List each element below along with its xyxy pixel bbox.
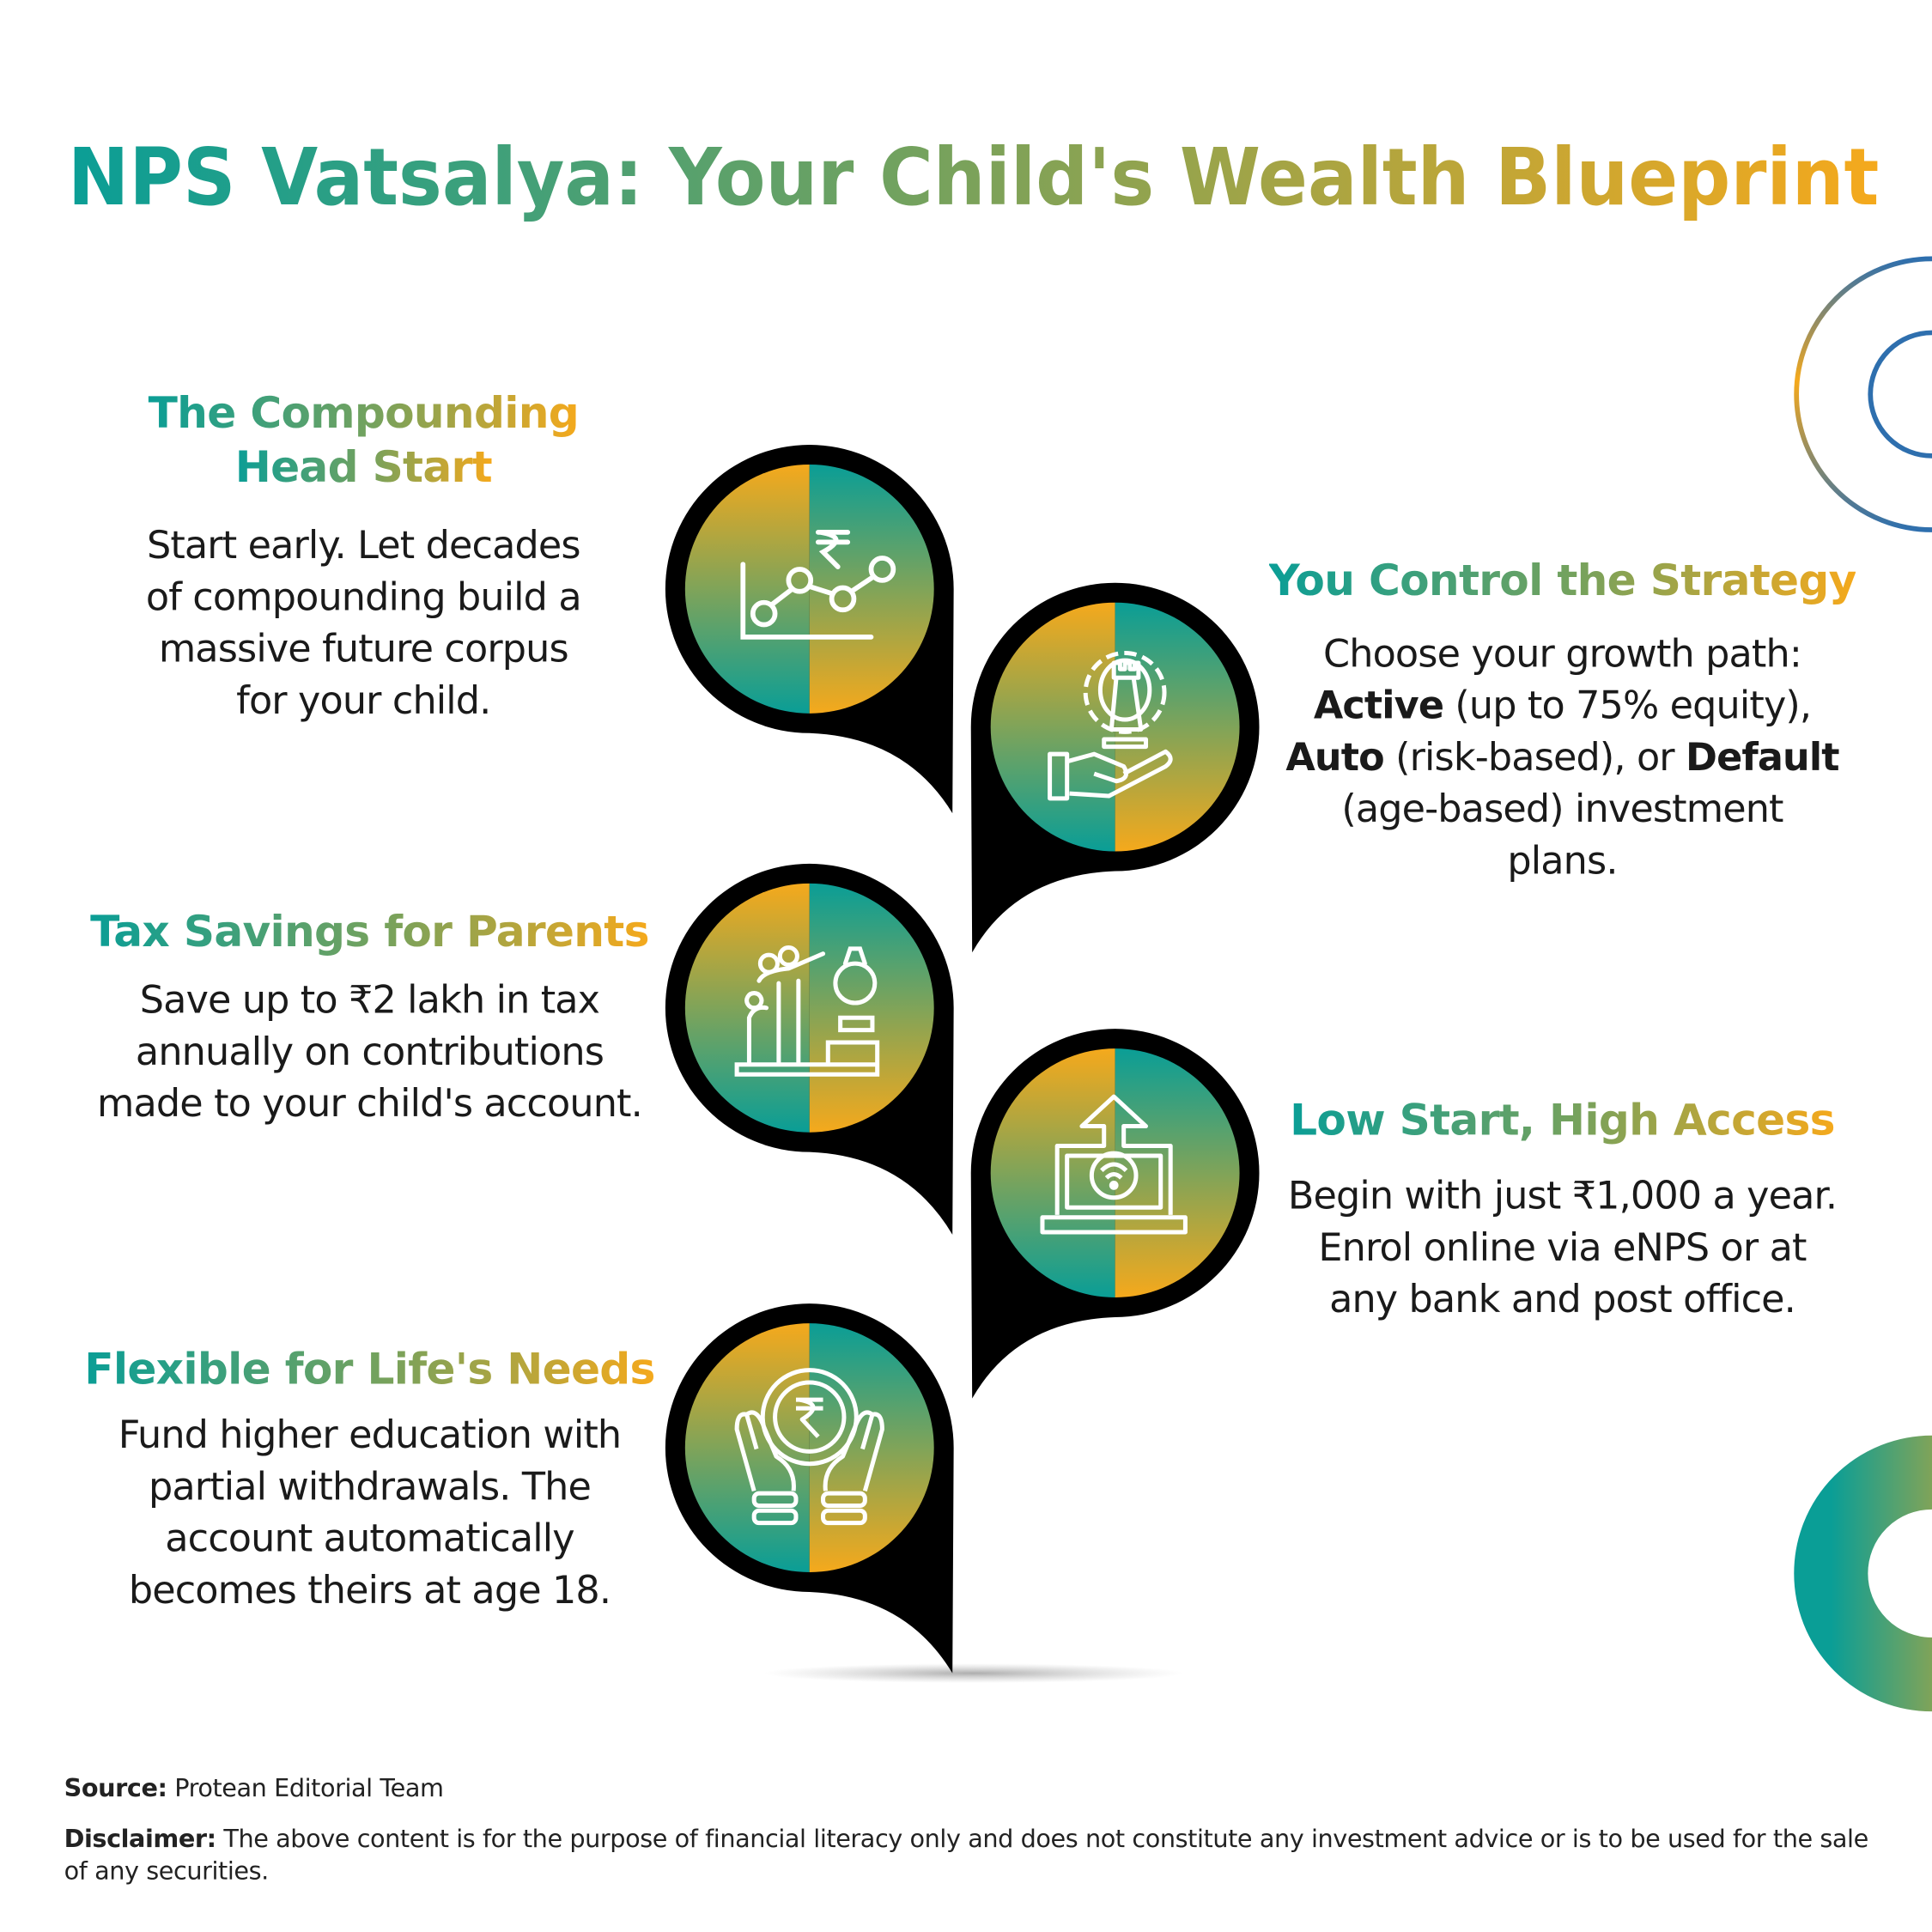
body-line: Choose your growth path: [1323, 632, 1801, 677]
feature-tax [49, 906, 690, 1130]
body-line: for your child. [236, 678, 491, 724]
heading-tax: Tax Savings for Parents [90, 906, 649, 960]
heading-compounding-line1: The Compounding [149, 387, 579, 441]
disclaimer-note [64, 1822, 1875, 1886]
body-line: plans. [1507, 839, 1618, 884]
heading-flexible: Flexible for Life's Needs [84, 1343, 654, 1397]
source-note [64, 1771, 444, 1803]
disclaimer-label: Disclaimer: [64, 1823, 216, 1854]
body-text: (risk-based), or [1383, 735, 1686, 781]
pin-strategy [971, 583, 1260, 952]
title-text: NPS Vatsalya: Your Child's Wealth Blueprint [67, 131, 1880, 224]
feature-flexible [49, 1343, 690, 1617]
disclaimer-text: The above content is for the purpose of financial literacy only and does not constitute any investment advice or is to be used for the sale of any securities. [64, 1823, 1868, 1886]
pin-shadow [764, 1663, 1183, 1683]
heading-strategy: You Control the Strategy [1268, 555, 1856, 609]
body-line: made to your child's account. [97, 1081, 642, 1127]
body-line: Save up to ₹2 lakh in tax [139, 978, 600, 1024]
option-auto: Auto [1285, 735, 1384, 781]
pin-tax [665, 864, 954, 1235]
body-line: partial withdrawals. The [148, 1465, 591, 1510]
body-line: Fund higher education with [118, 1413, 622, 1458]
body-line: Start early. Let decades [146, 523, 580, 568]
body-line: becomes theirs at age 18. [128, 1568, 611, 1613]
body-line: any bank and post office. [1329, 1278, 1795, 1322]
body-text: (up to 75% equity), [1443, 683, 1812, 729]
pin-flexible [665, 1303, 954, 1673]
option-active: Active [1313, 683, 1444, 729]
source-label: Source: [64, 1772, 167, 1803]
body-line: massive future corpus [158, 627, 568, 672]
heading-access: Low Start, High Access [1290, 1094, 1835, 1148]
source-text: Protean Editorial Team [167, 1772, 444, 1803]
pin-access [971, 1029, 1260, 1398]
body-line: account automatically [165, 1516, 574, 1562]
feature-compounding [56, 387, 671, 727]
feature-strategy [1244, 555, 1880, 887]
pin-compounding [665, 445, 954, 813]
body-line: (age-based) investment [1341, 787, 1783, 832]
feature-access [1244, 1094, 1880, 1326]
heading-compounding-line2: Head Start [235, 441, 492, 495]
body-line: Begin with just ₹1,000 a year. [1287, 1174, 1838, 1219]
body-line: Enrol online via eNPS or at [1318, 1225, 1807, 1271]
body-line: annually on contributions [135, 1030, 605, 1075]
option-default: Default [1686, 735, 1839, 781]
body-line: of compounding build a [145, 575, 581, 620]
